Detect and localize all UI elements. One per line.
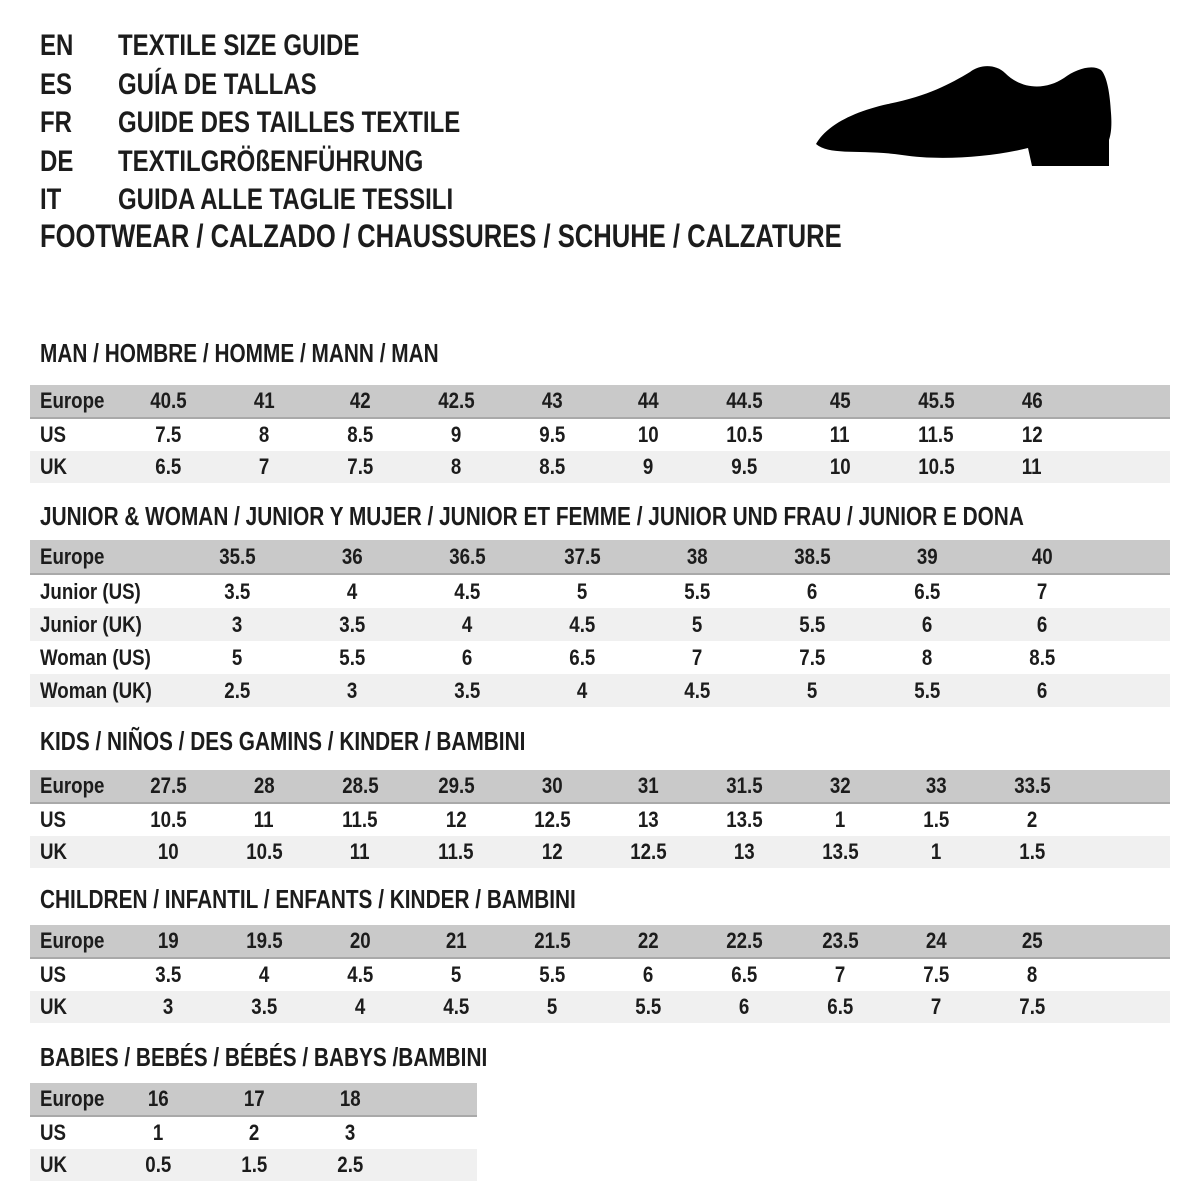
filler-cell: [1080, 959, 1170, 991]
size-cell: 7: [692, 644, 703, 670]
size-cell: 24: [888, 925, 984, 959]
filler-cell: [1100, 641, 1170, 674]
size-cell: 5: [450, 962, 462, 987]
section-man: [30, 339, 1170, 483]
size-cell: 3.5: [154, 962, 182, 987]
filler-cell: [1100, 540, 1170, 575]
size-cell: 3.5: [224, 578, 251, 604]
size-cell: 8: [922, 644, 933, 670]
row-label: US: [40, 807, 66, 832]
size-cell: 5: [577, 578, 588, 604]
size-cell: 6.5: [730, 962, 758, 987]
row-label: UK: [30, 991, 120, 1023]
lang-code: DE: [40, 144, 74, 178]
size-cell: 10: [792, 451, 888, 483]
size-cell: 23.5: [792, 925, 888, 959]
row-label: US: [40, 962, 66, 987]
size-cell: 1.5: [206, 1149, 302, 1181]
table-row: [30, 804, 1170, 836]
size-cell: 4.5: [346, 962, 374, 987]
table-row: [30, 641, 1170, 674]
language-header: [40, 27, 546, 220]
filler-cell: [1080, 925, 1170, 959]
size-cell: 1: [888, 836, 984, 868]
size-cell: 22: [600, 925, 696, 959]
size-cell: 35.5: [180, 540, 295, 575]
size-cell: 39: [870, 540, 985, 575]
size-cell: 27.5: [120, 770, 216, 804]
size-cell: 25: [984, 925, 1080, 959]
size-cell: 19: [120, 925, 216, 959]
size-cell: 1: [152, 1120, 164, 1145]
size-cell: 5: [755, 674, 870, 707]
size-cell: 10.5: [149, 807, 187, 832]
table-row: [30, 385, 1170, 419]
size-cell: 36.5: [410, 540, 525, 575]
size-cell: 41: [216, 385, 312, 419]
size-cell: 44.5: [696, 385, 792, 419]
size-cell: 4.5: [408, 991, 504, 1023]
size-cell: 13.5: [725, 807, 763, 832]
lang-title: TEXTILE SIZE GUIDE: [118, 29, 360, 63]
size-cell: 13: [696, 836, 792, 868]
size-cell: 5.5: [600, 991, 696, 1023]
size-cell: 21: [408, 925, 504, 959]
size-cell: 32: [792, 770, 888, 804]
size-cell: 6: [807, 578, 818, 604]
size-cell: 6: [462, 644, 473, 670]
section-title: JUNIOR & WOMAN / JUNIOR Y MUJER / JUNIOR ET FEMME / JUNIOR UND FRAU / JUNIOR E DONA: [40, 501, 1024, 531]
size-cell: 42: [312, 385, 408, 419]
size-cell: 3.5: [410, 674, 525, 707]
lang-row-fr: [40, 104, 546, 143]
lang-row-es: [40, 66, 546, 105]
lang-row-en: [40, 27, 546, 66]
section-babies: [30, 1043, 599, 1181]
size-cell: 3: [120, 991, 216, 1023]
size-cell: 46: [984, 385, 1080, 419]
size-cell: 11.5: [918, 422, 954, 447]
size-cell: 0.5: [110, 1149, 206, 1181]
lang-title: GUIDE DES TAILLES TEXTILE: [118, 106, 461, 140]
size-cell: 7.5: [799, 644, 826, 670]
filler-cell: [398, 1083, 477, 1117]
size-cell: 4.5: [525, 608, 640, 641]
size-table-kids: [30, 770, 1170, 868]
size-cell: 7.5: [984, 991, 1080, 1023]
size-cell: 11.5: [342, 807, 378, 832]
filler-cell: [1080, 836, 1170, 868]
table-row: [30, 451, 1170, 483]
size-cell: 5.5: [538, 962, 566, 987]
table-row: [30, 674, 1170, 707]
size-cell: 3: [180, 608, 295, 641]
size-cell: 12.5: [533, 807, 571, 832]
row-label: Europe: [30, 385, 120, 419]
size-cell: 40.5: [120, 385, 216, 419]
size-cell: 8.5: [1029, 644, 1056, 670]
size-cell: 8.5: [346, 422, 374, 447]
size-cell: 11.5: [408, 836, 504, 868]
size-cell: 31: [600, 770, 696, 804]
size-cell: 9.5: [538, 422, 566, 447]
size-cell: 10: [637, 422, 659, 447]
size-cell: 8: [1026, 962, 1038, 987]
table-row: [30, 419, 1170, 451]
size-cell: 38.5: [755, 540, 870, 575]
filler-cell: [1080, 804, 1170, 836]
size-cell: 4: [347, 578, 358, 604]
filler-cell: [398, 1117, 477, 1149]
size-cell: 45: [792, 385, 888, 419]
size-cell: 6.5: [120, 451, 216, 483]
table-row: [30, 540, 1170, 575]
size-table-children: [30, 925, 1170, 1023]
size-cell: 2.5: [302, 1149, 398, 1181]
lang-code: EN: [40, 29, 74, 63]
row-label: Woman (US): [40, 644, 151, 670]
size-cell: 29.5: [408, 770, 504, 804]
size-table-man: [30, 385, 1170, 483]
size-cell: 5: [232, 644, 243, 670]
size-cell: 44: [600, 385, 696, 419]
section-title: CHILDREN / INFANTIL / ENFANTS / KINDER / BAMBINI: [40, 884, 576, 914]
row-label: Woman (UK): [30, 674, 180, 707]
size-cell: 6: [985, 674, 1100, 707]
row-label: UK: [30, 1149, 110, 1181]
size-cell: 1.5: [922, 807, 950, 832]
size-cell: 8.5: [504, 451, 600, 483]
size-cell: 5.5: [339, 644, 366, 670]
section-title: BABIES / BEBÉS / BÉBÉS / BABYS /BAMBINI: [40, 1042, 488, 1072]
size-cell: 7: [216, 451, 312, 483]
lang-title: GUÍA DE TALLAS: [118, 67, 317, 101]
size-cell: 7.5: [922, 962, 950, 987]
table-row: [30, 1149, 477, 1181]
filler-cell: [1080, 991, 1170, 1023]
dress-shoe-icon: [800, 58, 1145, 188]
section-title: MAN / HOMBRE / HOMME / MANN / MAN: [40, 338, 439, 368]
size-cell: 6: [870, 608, 985, 641]
filler-cell: [1080, 770, 1170, 804]
size-cell: 12: [445, 807, 467, 832]
row-label: UK: [30, 836, 120, 868]
size-cell: 37.5: [525, 540, 640, 575]
size-cell: 16: [110, 1083, 206, 1117]
size-cell: 43: [504, 385, 600, 419]
size-cell: 4: [258, 962, 270, 987]
table-row: [30, 1083, 477, 1117]
size-cell: 20: [312, 925, 408, 959]
size-cell: 33: [888, 770, 984, 804]
size-cell: 3: [344, 1120, 356, 1145]
size-cell: 2: [248, 1120, 260, 1145]
table-row: [30, 608, 1170, 641]
size-cell: 12: [1021, 422, 1043, 447]
size-cell: 13: [637, 807, 659, 832]
filler-cell: [1100, 674, 1170, 707]
row-label: US: [40, 422, 66, 447]
table-row: [30, 959, 1170, 991]
size-cell: 3.5: [295, 608, 410, 641]
category-heading: FOOTWEAR / CALZADO / CHAUSSURES / SCHUHE / CALZATURE: [40, 218, 842, 254]
size-table-junior-woman: [30, 540, 1170, 707]
row-label: Europe: [30, 925, 120, 959]
size-cell: 6.5: [792, 991, 888, 1023]
size-cell: 5.5: [870, 674, 985, 707]
lang-code: FR: [40, 106, 72, 140]
row-label: Europe: [30, 540, 180, 575]
size-cell: 6: [985, 608, 1100, 641]
size-cell: 5: [504, 991, 600, 1023]
filler-cell: [1080, 451, 1170, 483]
table-row: [30, 925, 1170, 959]
size-cell: 7: [888, 991, 984, 1023]
size-cell: 28.5: [312, 770, 408, 804]
lang-row-it: [40, 181, 546, 220]
table-row: [30, 575, 1170, 608]
filler-cell: [398, 1149, 477, 1181]
size-cell: 4.5: [454, 578, 481, 604]
size-cell: 42.5: [408, 385, 504, 419]
filler-cell: [1080, 419, 1170, 451]
dress-shoe-silhouette: [800, 58, 1145, 188]
size-cell: 6.5: [569, 644, 596, 670]
size-cell: 10.5: [216, 836, 312, 868]
size-cell: 5: [640, 608, 755, 641]
size-cell: 4: [525, 674, 640, 707]
lang-title: TEXTILGRÖßENFÜHRUNG: [118, 144, 424, 178]
size-cell: 33.5: [984, 770, 1080, 804]
size-cell: 10: [120, 836, 216, 868]
size-cell: 4.5: [640, 674, 755, 707]
size-cell: 10.5: [888, 451, 984, 483]
row-label: UK: [30, 451, 120, 483]
size-cell: 22.5: [696, 925, 792, 959]
size-cell: 31.5: [696, 770, 792, 804]
section-junior-woman: [30, 502, 1200, 707]
size-cell: 11: [830, 422, 850, 447]
size-cell: 18: [302, 1083, 398, 1117]
size-cell: 6: [696, 991, 792, 1023]
section-children: [30, 885, 1170, 1023]
row-label: Junior (UK): [30, 608, 180, 641]
size-cell: 13.5: [792, 836, 888, 868]
size-cell: 11: [984, 451, 1080, 483]
lang-title: GUIDA ALLE TAGLIE TESSILI: [118, 183, 454, 217]
row-label: Europe: [30, 770, 120, 804]
size-cell: 4: [410, 608, 525, 641]
size-cell: 8: [408, 451, 504, 483]
size-cell: 28: [216, 770, 312, 804]
size-cell: 6.5: [914, 578, 941, 604]
size-cell: 40: [985, 540, 1100, 575]
size-cell: 8: [258, 422, 270, 447]
lang-row-de: [40, 143, 546, 182]
size-cell: 6: [642, 962, 654, 987]
table-row: [30, 770, 1170, 804]
size-cell: 9.5: [696, 451, 792, 483]
size-cell: 36: [295, 540, 410, 575]
size-cell: 5.5: [755, 608, 870, 641]
size-cell: 10.5: [725, 422, 763, 447]
size-cell: 7: [834, 962, 846, 987]
size-cell: 9: [600, 451, 696, 483]
size-cell: 7: [1037, 578, 1048, 604]
size-cell: 9: [450, 422, 462, 447]
size-cell: 21.5: [504, 925, 600, 959]
size-cell: 5.5: [684, 578, 711, 604]
section-kids: [30, 727, 1170, 868]
table-row: [30, 1117, 477, 1149]
size-cell: 11: [312, 836, 408, 868]
table-row: [30, 991, 1170, 1023]
filler-cell: [1080, 385, 1170, 419]
size-cell: 12: [504, 836, 600, 868]
size-cell: 3: [295, 674, 410, 707]
row-label: Junior (US): [40, 578, 141, 604]
size-cell: 2: [1026, 807, 1038, 832]
size-cell: 12.5: [600, 836, 696, 868]
size-cell: 1: [834, 807, 846, 832]
size-cell: 17: [206, 1083, 302, 1117]
size-cell: 2.5: [180, 674, 295, 707]
size-cell: 11: [254, 807, 274, 832]
size-cell: 19.5: [216, 925, 312, 959]
row-label: Europe: [30, 1083, 110, 1117]
size-cell: 7.5: [312, 451, 408, 483]
table-row: [30, 836, 1170, 868]
filler-cell: [1100, 575, 1170, 608]
size-cell: 4: [312, 991, 408, 1023]
size-cell: 3.5: [216, 991, 312, 1023]
lang-code: IT: [40, 183, 62, 217]
section-title: KIDS / NIÑOS / DES GAMINS / KINDER / BAMBINI: [40, 726, 526, 756]
size-cell: 1.5: [984, 836, 1080, 868]
size-cell: 7.5: [154, 422, 182, 447]
filler-cell: [1100, 608, 1170, 641]
size-cell: 45.5: [888, 385, 984, 419]
lang-code: ES: [40, 67, 73, 101]
size-cell: 30: [504, 770, 600, 804]
size-cell: 38: [640, 540, 755, 575]
size-table-babies: [30, 1083, 477, 1181]
row-label: US: [40, 1120, 66, 1145]
